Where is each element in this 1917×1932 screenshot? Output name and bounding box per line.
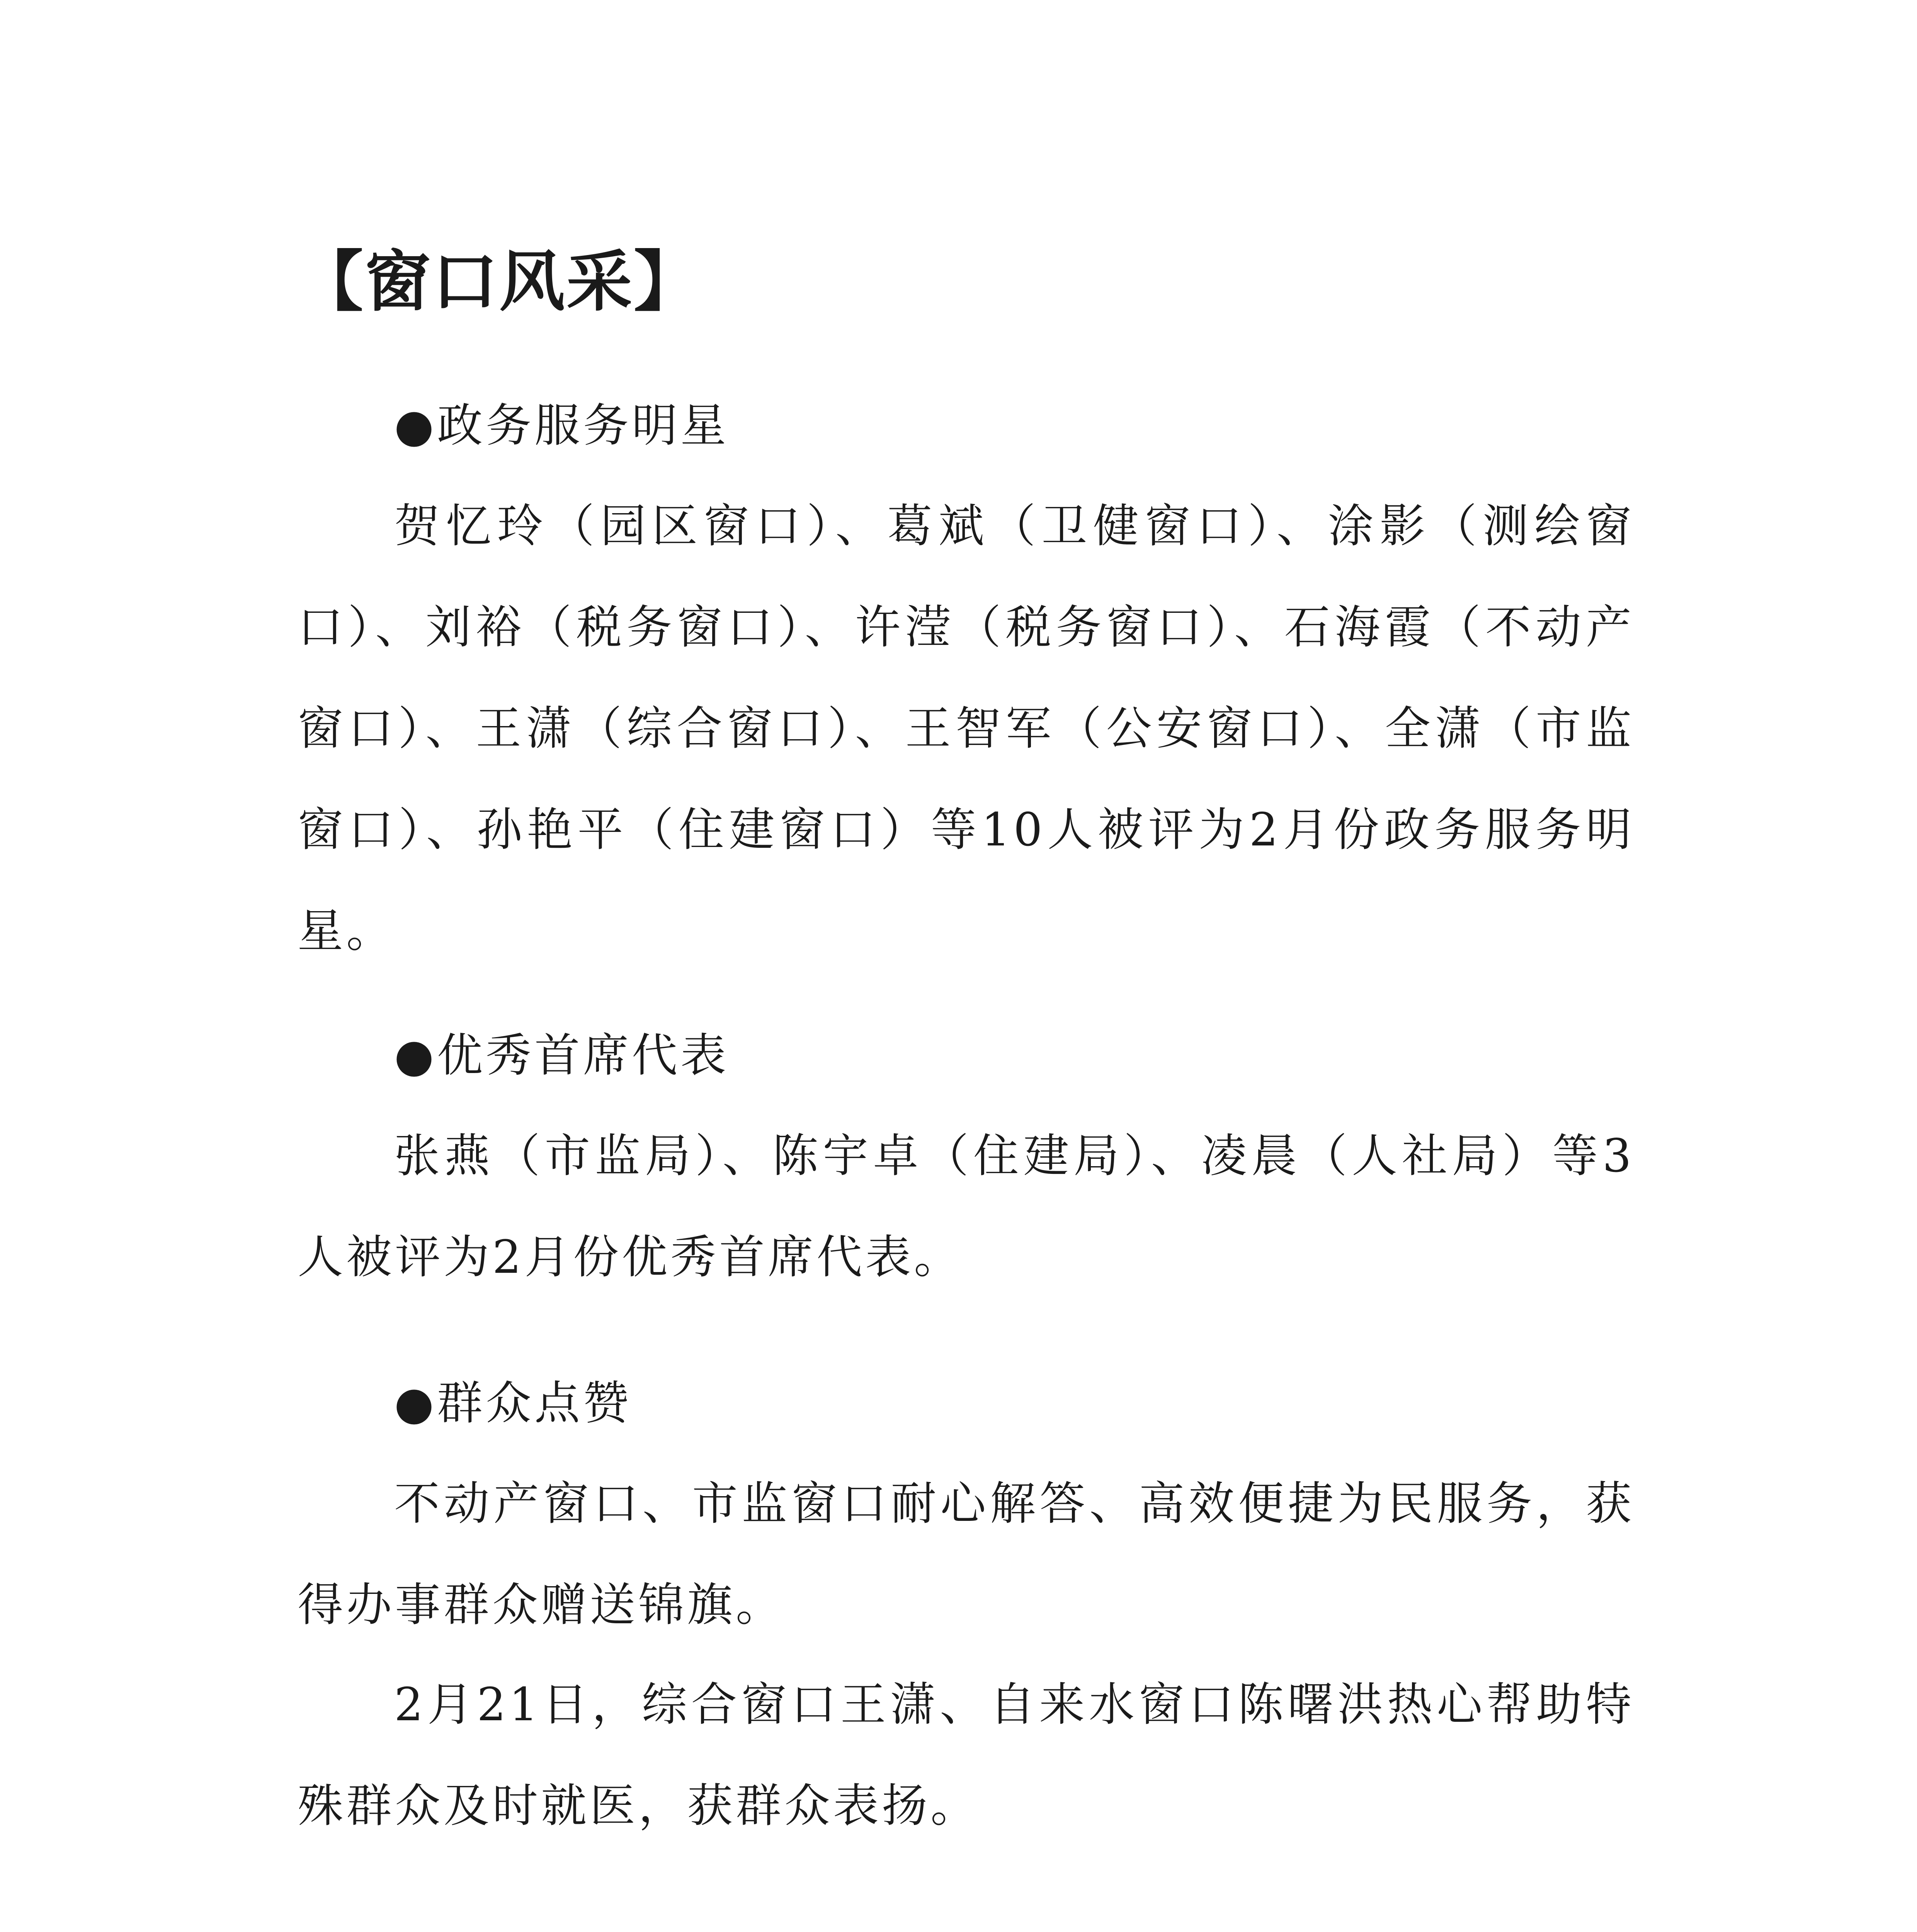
heading-chief-representatives: ●优秀首席代表 xyxy=(394,1029,729,1082)
heading-public-praise: ●群众点赞 xyxy=(394,1376,632,1430)
paragraph-public-praise-banner: 不动产窗口、市监窗口耐心解答、高效便捷为民服务，获得办事群众赠送锦旗。 xyxy=(298,1477,1635,1631)
section-title: 【窗口风采】 xyxy=(298,244,701,320)
paragraph-chief-representatives: 张燕（市监局）、陈宇卓（住建局）、凌晨（人社局）等3人被评为2月份优秀首席代表。 xyxy=(298,1129,1635,1284)
paragraph-service-stars: 贺忆玲（园区窗口）、葛斌（卫健窗口）、涂影（测绘窗口）、刘裕（税务窗口）、许滢（税务窗口）、石海霞（不动产窗口）、王潇（综合窗口）、王智军（公安窗口）、全潇（市监窗口）、孙艳平（住建窗口）等10人被评为2月份政务服务明星。 xyxy=(298,499,1635,957)
heading-service-stars: ●政务服务明星 xyxy=(394,399,729,452)
paragraph-public-praise-medical: 2月21日，综合窗口王潇、自来水窗口陈曙洪热心帮助特殊群众及时就医，获群众表扬。 xyxy=(298,1678,1635,1832)
